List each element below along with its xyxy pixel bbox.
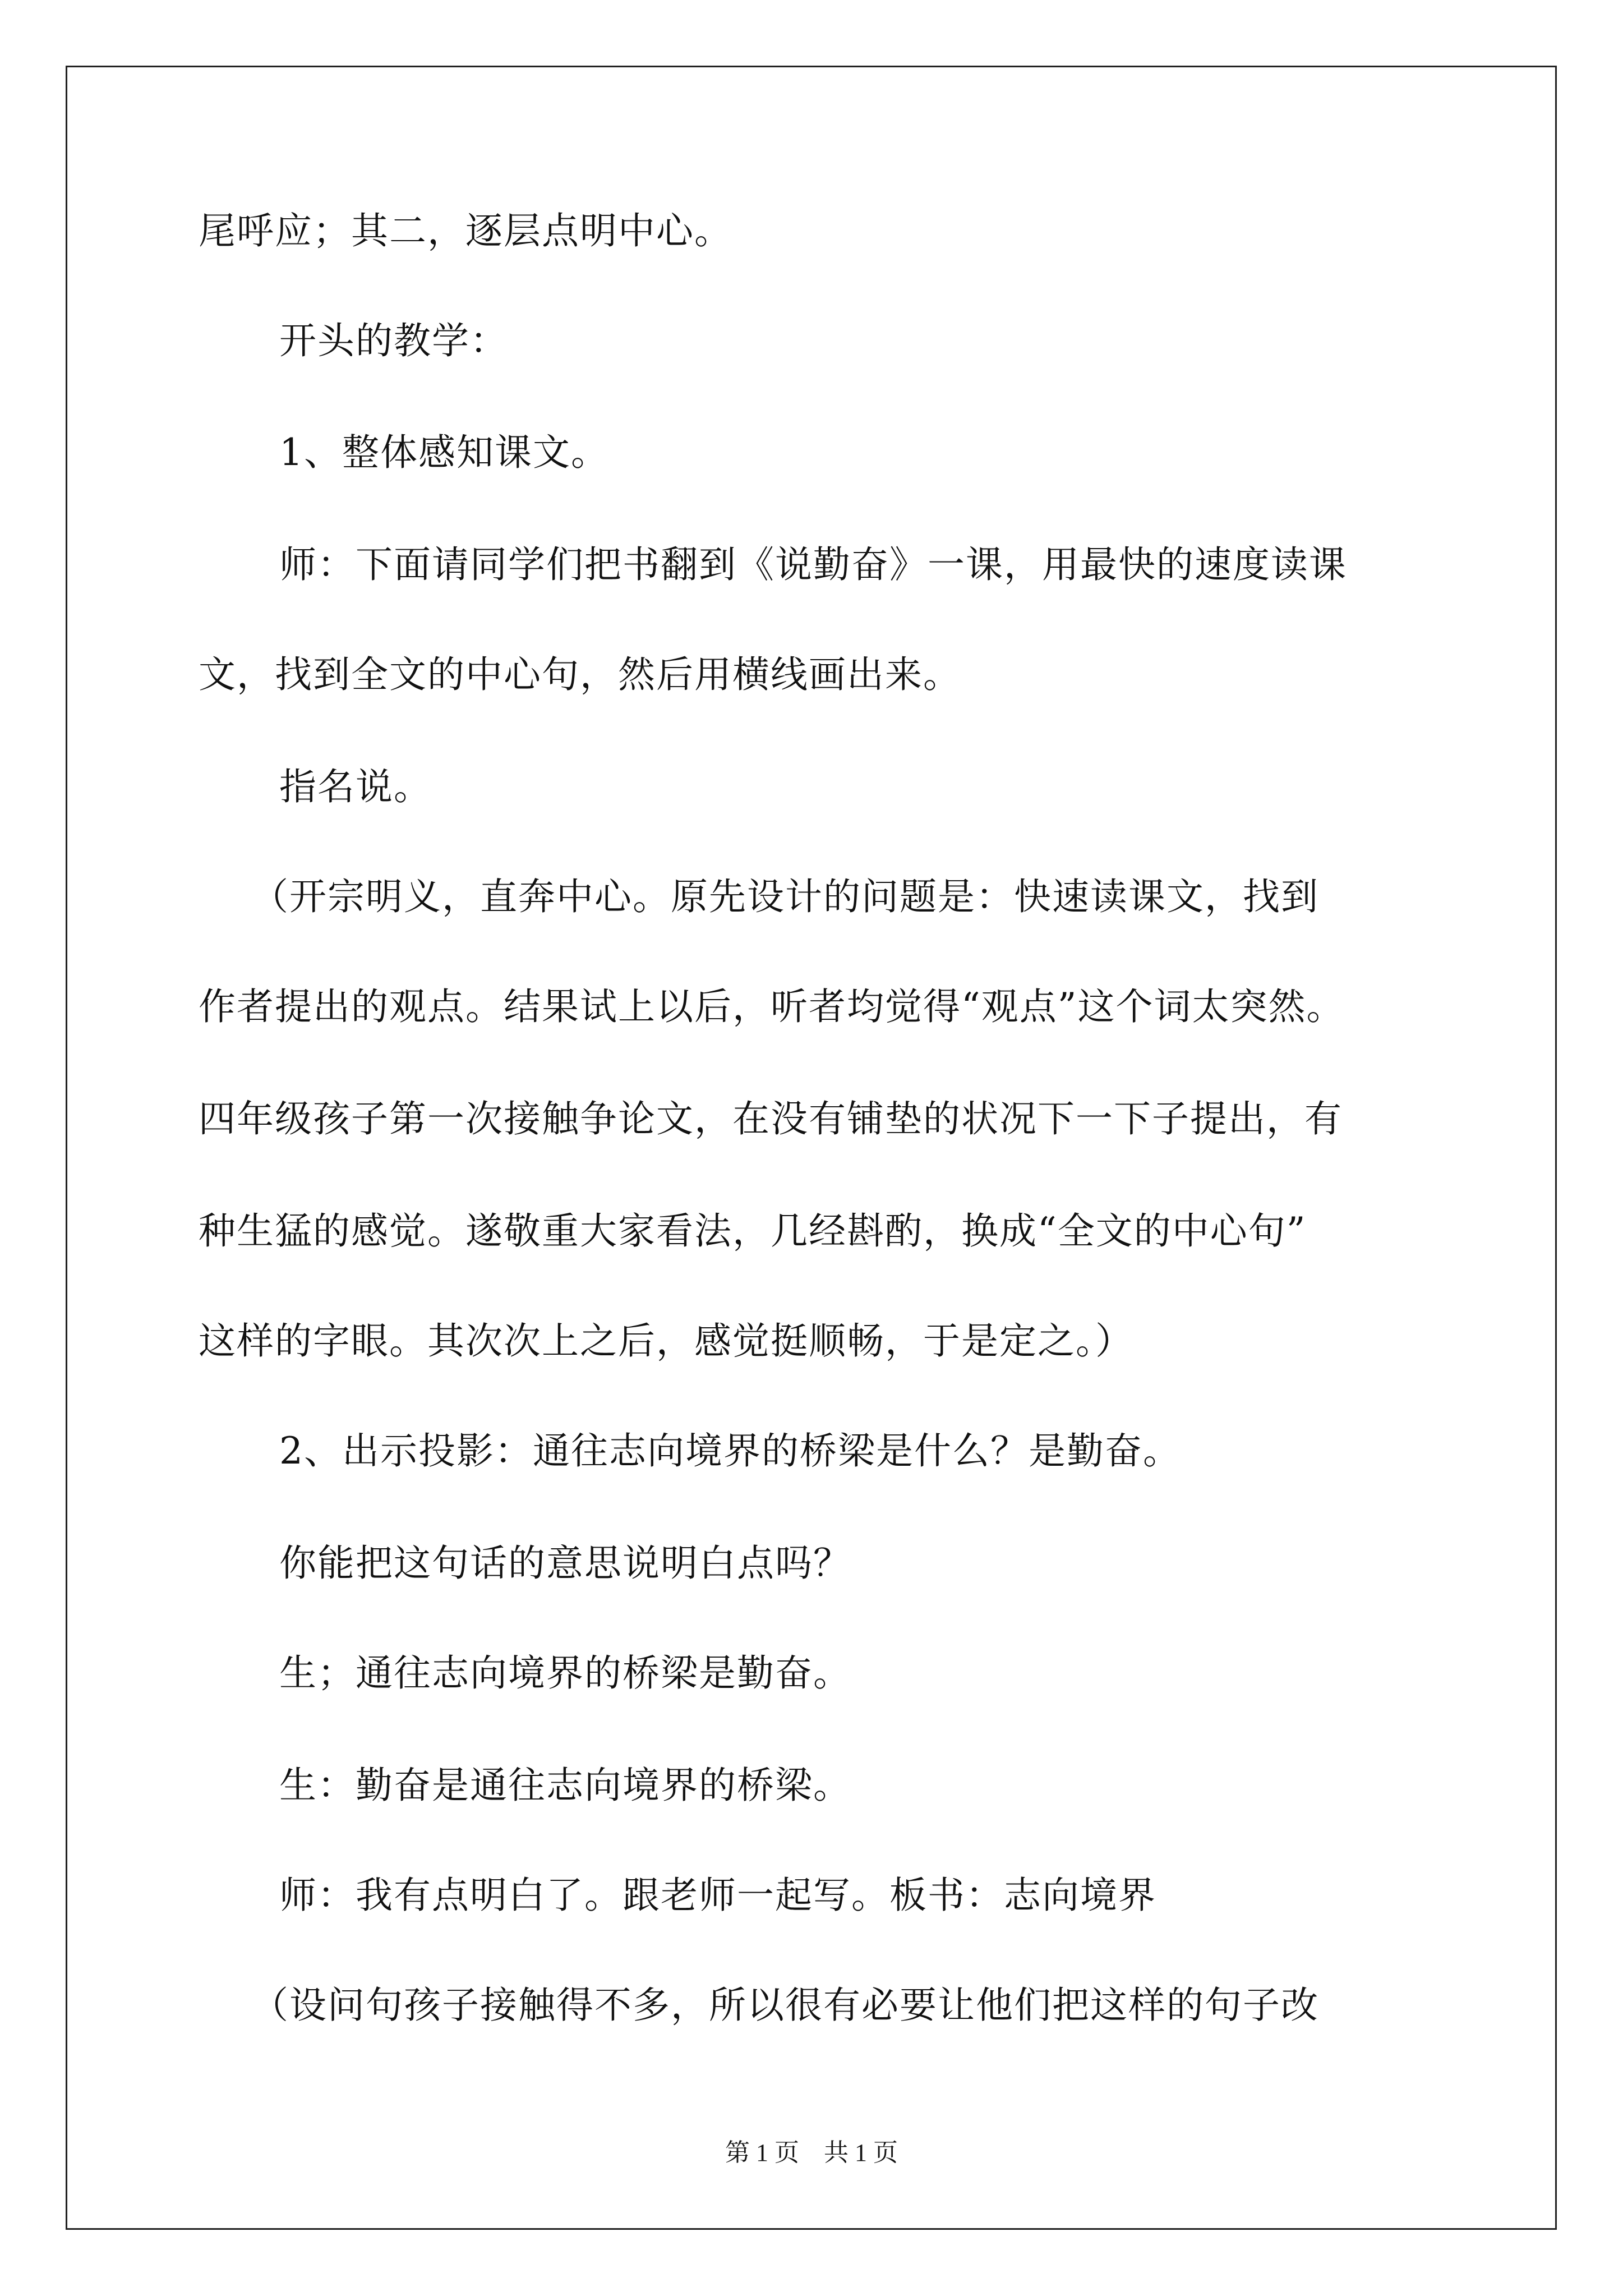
- paragraph-line: 生：勤奋是通往志向境界的桥梁。: [279, 1764, 851, 1807]
- paragraph-line: 2、出示投影：通往志向境界的桥梁是什么？是勤奋。: [279, 1429, 1181, 1473]
- paragraph-line: 种生猛的感觉。遂敬重大家看法，几经斟酌，换成“全文的中心句”: [199, 1209, 1307, 1253]
- page-number: 第 1 页: [725, 2139, 799, 2166]
- paragraph-line: （设问句孩子接触得不多，所以很有必要让他们把这样的句子改: [251, 1984, 1319, 2027]
- paragraph-line: 文，找到全文的中心句，然后用横线画出来。: [199, 653, 961, 696]
- paragraph-line: 1、整体感知课文。: [279, 431, 609, 474]
- page-footer: [0, 2137, 1623, 2169]
- paragraph-line: 这样的字眼。其次次上之后，感觉挺顺畅，于是定之。）: [199, 1319, 1133, 1363]
- paragraph-line: 作者提出的观点。结果试上以后，听者均觉得“观点”这个词太突然。: [199, 985, 1345, 1028]
- paragraph-line: 指名说。: [279, 765, 432, 808]
- paragraph-line: 尾呼应；其二，逐层点明中心。: [199, 209, 732, 252]
- paragraph-line: （开宗明义，直奔中心。原先设计的问题是：快速读课文，找到: [251, 875, 1319, 918]
- paragraph-line: 师：我有点明白了。跟老师一起写。板书：志向境界: [279, 1874, 1156, 1917]
- paragraph-line: 开头的教学：: [279, 319, 508, 362]
- paragraph-line: 生；通往志向境界的桥梁是勤奋。: [279, 1651, 851, 1695]
- paragraph-line: 四年级孩子第一次接触争论文，在没有铺垫的状况下一下子提出，有: [199, 1097, 1343, 1140]
- page-total: 共 1 页: [824, 2139, 898, 2166]
- paragraph-line: 你能把这句话的意思说明白点吗？: [279, 1542, 851, 1585]
- paragraph-line: 师：下面请同学们把书翻到《说勤奋》一课，用最快的速度读课: [279, 543, 1347, 586]
